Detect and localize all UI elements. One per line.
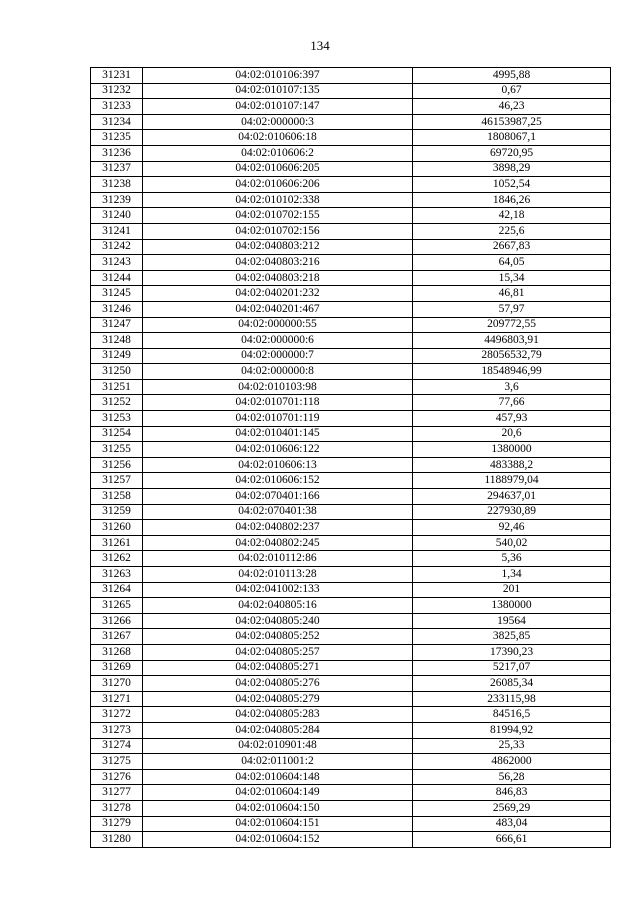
row-number-cell: 31235	[91, 130, 143, 146]
table-body	[91, 68, 611, 848]
table-row	[91, 333, 611, 349]
table-row	[91, 754, 611, 770]
value-cell: 3,6	[413, 379, 611, 395]
table-row	[91, 489, 611, 505]
row-number-cell: 31251	[91, 379, 143, 395]
value-cell: 20,6	[413, 426, 611, 442]
value-cell: 26085,34	[413, 676, 611, 692]
table-row	[91, 457, 611, 473]
row-number-cell: 31250	[91, 364, 143, 380]
row-number-cell: 31254	[91, 426, 143, 442]
value-cell: 69720,95	[413, 145, 611, 161]
cadastral-number-cell: 04:02:010103:98	[143, 379, 413, 395]
row-number-cell: 31247	[91, 317, 143, 333]
cadastral-number-cell: 04:02:010606:205	[143, 161, 413, 177]
cadastral-number-cell: 04:02:040805:283	[143, 707, 413, 723]
cadastral-number-cell: 04:02:010606:2	[143, 145, 413, 161]
table-row	[91, 785, 611, 801]
row-number-cell: 31242	[91, 239, 143, 255]
value-cell: 2569,29	[413, 800, 611, 816]
table-row	[91, 738, 611, 754]
row-number-cell: 31272	[91, 707, 143, 723]
table-row	[91, 442, 611, 458]
value-cell: 201	[413, 582, 611, 598]
value-cell: 457,93	[413, 411, 611, 427]
table-row	[91, 769, 611, 785]
table-row	[91, 364, 611, 380]
cadastral-number-cell: 04:02:040805:271	[143, 660, 413, 676]
row-number-cell: 31259	[91, 504, 143, 520]
row-number-cell: 31239	[91, 192, 143, 208]
row-number-cell: 31263	[91, 567, 143, 583]
table-row	[91, 582, 611, 598]
row-number-cell: 31237	[91, 161, 143, 177]
value-cell: 42,18	[413, 208, 611, 224]
cadastral-number-cell: 04:02:040803:212	[143, 239, 413, 255]
cadastral-number-cell: 04:02:010102:338	[143, 192, 413, 208]
row-number-cell: 31233	[91, 99, 143, 115]
cadastral-number-cell: 04:02:040805:276	[143, 676, 413, 692]
value-cell: 540,02	[413, 535, 611, 551]
value-cell: 92,46	[413, 520, 611, 536]
cadastral-number-cell: 04:02:010604:150	[143, 800, 413, 816]
value-cell: 18548946,99	[413, 364, 611, 380]
value-cell: 77,66	[413, 395, 611, 411]
cadastral-number-cell: 04:02:011001:2	[143, 754, 413, 770]
cadastral-number-cell: 04:02:070401:166	[143, 489, 413, 505]
row-number-cell: 31234	[91, 114, 143, 130]
cadastral-number-cell: 04:02:040802:245	[143, 535, 413, 551]
cadastral-number-cell: 04:02:040805:279	[143, 691, 413, 707]
value-cell: 666,61	[413, 832, 611, 848]
cadastral-number-cell: 04:02:040805:16	[143, 598, 413, 614]
cadastral-number-cell: 04:02:010107:135	[143, 83, 413, 99]
table-row	[91, 644, 611, 660]
value-cell: 2667,83	[413, 239, 611, 255]
table-row	[91, 707, 611, 723]
value-cell: 233115,98	[413, 691, 611, 707]
value-cell: 209772,55	[413, 317, 611, 333]
value-cell: 1,34	[413, 567, 611, 583]
table-row	[91, 208, 611, 224]
row-number-cell: 31276	[91, 769, 143, 785]
cadastral-number-cell: 04:02:010604:148	[143, 769, 413, 785]
table-row	[91, 395, 611, 411]
row-number-cell: 31253	[91, 411, 143, 427]
table-row	[91, 130, 611, 146]
cadastral-number-cell: 04:02:000000:8	[143, 364, 413, 380]
table-row	[91, 691, 611, 707]
table-row	[91, 301, 611, 317]
value-cell: 227930,89	[413, 504, 611, 520]
value-cell: 25,33	[413, 738, 611, 754]
cadastral-number-cell: 04:02:041002:133	[143, 582, 413, 598]
cadastral-number-cell: 04:02:070401:38	[143, 504, 413, 520]
row-number-cell: 31269	[91, 660, 143, 676]
row-number-cell: 31274	[91, 738, 143, 754]
cadastral-number-cell: 04:02:040805:240	[143, 613, 413, 629]
row-number-cell: 31236	[91, 145, 143, 161]
row-number-cell: 31261	[91, 535, 143, 551]
page-number: 134	[310, 38, 330, 53]
table-row	[91, 660, 611, 676]
row-number-cell: 31277	[91, 785, 143, 801]
cadastral-number-cell: 04:02:010106:397	[143, 68, 413, 84]
cadastral-number-cell: 04:02:010604:149	[143, 785, 413, 801]
value-cell: 28056532,79	[413, 348, 611, 364]
table-row	[91, 473, 611, 489]
row-number-cell: 31280	[91, 832, 143, 848]
value-cell: 5217,07	[413, 660, 611, 676]
row-number-cell: 31266	[91, 613, 143, 629]
table-row	[91, 286, 611, 302]
cadastral-number-cell: 04:02:010606:122	[143, 442, 413, 458]
cadastral-value-table	[90, 67, 611, 848]
table-row	[91, 426, 611, 442]
value-cell: 56,28	[413, 769, 611, 785]
cadastral-number-cell: 04:02:010701:118	[143, 395, 413, 411]
row-number-cell: 31270	[91, 676, 143, 692]
cadastral-number-cell: 04:02:000000:3	[143, 114, 413, 130]
value-cell: 1188979,04	[413, 473, 611, 489]
row-number-cell: 31279	[91, 816, 143, 832]
cadastral-number-cell: 04:02:000000:7	[143, 348, 413, 364]
value-cell: 5,36	[413, 551, 611, 567]
cadastral-number-cell: 04:02:040805:257	[143, 644, 413, 660]
value-cell: 483,04	[413, 816, 611, 832]
table-row	[91, 145, 611, 161]
table-row	[91, 520, 611, 536]
cadastral-number-cell: 04:02:010901:48	[143, 738, 413, 754]
row-number-cell: 31264	[91, 582, 143, 598]
cadastral-number-cell: 04:02:000000:6	[143, 333, 413, 349]
table-row	[91, 83, 611, 99]
row-number-cell: 31273	[91, 722, 143, 738]
value-cell: 1846,26	[413, 192, 611, 208]
cadastral-number-cell: 04:02:010606:13	[143, 457, 413, 473]
row-number-cell: 31256	[91, 457, 143, 473]
value-cell: 0,67	[413, 83, 611, 99]
cadastral-number-cell: 04:02:040803:216	[143, 255, 413, 271]
value-cell: 1380000	[413, 598, 611, 614]
cadastral-number-cell: 04:02:010112:86	[143, 551, 413, 567]
row-number-cell: 31260	[91, 520, 143, 536]
value-cell: 46,23	[413, 99, 611, 115]
row-number-cell: 31249	[91, 348, 143, 364]
row-number-cell: 31246	[91, 301, 143, 317]
row-number-cell: 31238	[91, 177, 143, 193]
table-row	[91, 192, 611, 208]
row-number-cell: 31267	[91, 629, 143, 645]
value-cell: 84516,5	[413, 707, 611, 723]
value-cell: 3898,29	[413, 161, 611, 177]
value-cell: 1380000	[413, 442, 611, 458]
cadastral-number-cell: 04:02:010606:152	[143, 473, 413, 489]
value-cell: 46153987,25	[413, 114, 611, 130]
cadastral-number-cell: 04:02:010702:155	[143, 208, 413, 224]
cadastral-number-cell: 04:02:010606:206	[143, 177, 413, 193]
table-row	[91, 161, 611, 177]
row-number-cell: 31268	[91, 644, 143, 660]
table-row	[91, 379, 611, 395]
cadastral-number-cell: 04:02:010113:28	[143, 567, 413, 583]
table-row	[91, 629, 611, 645]
table-row	[91, 504, 611, 520]
table-row	[91, 177, 611, 193]
cadastral-number-cell: 04:02:040805:252	[143, 629, 413, 645]
row-number-cell: 31278	[91, 800, 143, 816]
value-cell: 46,81	[413, 286, 611, 302]
table-row	[91, 317, 611, 333]
table-row	[91, 239, 611, 255]
value-cell: 1808067,1	[413, 130, 611, 146]
table-row	[91, 567, 611, 583]
value-cell: 81994,92	[413, 722, 611, 738]
value-cell: 483388,2	[413, 457, 611, 473]
row-number-cell: 31275	[91, 754, 143, 770]
cadastral-number-cell: 04:02:010107:147	[143, 99, 413, 115]
value-cell: 4995,88	[413, 68, 611, 84]
value-cell: 15,34	[413, 270, 611, 286]
cadastral-number-cell: 04:02:010606:18	[143, 130, 413, 146]
table-row	[91, 832, 611, 848]
row-number-cell: 31232	[91, 83, 143, 99]
value-cell: 846,83	[413, 785, 611, 801]
row-number-cell: 31231	[91, 68, 143, 84]
row-number-cell: 31240	[91, 208, 143, 224]
table-row	[91, 816, 611, 832]
cadastral-number-cell: 04:02:010604:151	[143, 816, 413, 832]
cadastral-number-cell: 04:02:040803:218	[143, 270, 413, 286]
table-row	[91, 223, 611, 239]
cadastral-number-cell: 04:02:010604:152	[143, 832, 413, 848]
table-row	[91, 551, 611, 567]
cadastral-number-cell: 04:02:040802:237	[143, 520, 413, 536]
row-number-cell: 31271	[91, 691, 143, 707]
cadastral-number-cell: 04:02:040201:232	[143, 286, 413, 302]
cadastral-number-cell: 04:02:010401:145	[143, 426, 413, 442]
table-row	[91, 68, 611, 84]
cadastral-number-cell: 04:02:010702:156	[143, 223, 413, 239]
value-cell: 225,6	[413, 223, 611, 239]
value-cell: 64,05	[413, 255, 611, 271]
table-row	[91, 270, 611, 286]
value-cell: 4862000	[413, 754, 611, 770]
value-cell: 57,97	[413, 301, 611, 317]
row-number-cell: 31245	[91, 286, 143, 302]
table-row	[91, 255, 611, 271]
cadastral-number-cell: 04:02:010701:119	[143, 411, 413, 427]
row-number-cell: 31252	[91, 395, 143, 411]
cadastral-number-cell: 04:02:000000:55	[143, 317, 413, 333]
row-number-cell: 31243	[91, 255, 143, 271]
row-number-cell: 31241	[91, 223, 143, 239]
row-number-cell: 31262	[91, 551, 143, 567]
row-number-cell: 31255	[91, 442, 143, 458]
row-number-cell: 31265	[91, 598, 143, 614]
table-row	[91, 676, 611, 692]
value-cell: 17390,23	[413, 644, 611, 660]
row-number-cell: 31257	[91, 473, 143, 489]
value-cell: 19564	[413, 613, 611, 629]
table-row	[91, 535, 611, 551]
value-cell: 294637,01	[413, 489, 611, 505]
table-row	[91, 348, 611, 364]
table-row	[91, 411, 611, 427]
table-row	[91, 99, 611, 115]
row-number-cell: 31258	[91, 489, 143, 505]
cadastral-number-cell: 04:02:040805:284	[143, 722, 413, 738]
cadastral-number-cell: 04:02:040201:467	[143, 301, 413, 317]
value-cell: 3825,85	[413, 629, 611, 645]
table-row	[91, 613, 611, 629]
table-row	[91, 598, 611, 614]
row-number-cell: 31244	[91, 270, 143, 286]
table-row	[91, 722, 611, 738]
table-row	[91, 114, 611, 130]
value-cell: 1052,54	[413, 177, 611, 193]
value-cell: 4496803,91	[413, 333, 611, 349]
table-row	[91, 800, 611, 816]
row-number-cell: 31248	[91, 333, 143, 349]
